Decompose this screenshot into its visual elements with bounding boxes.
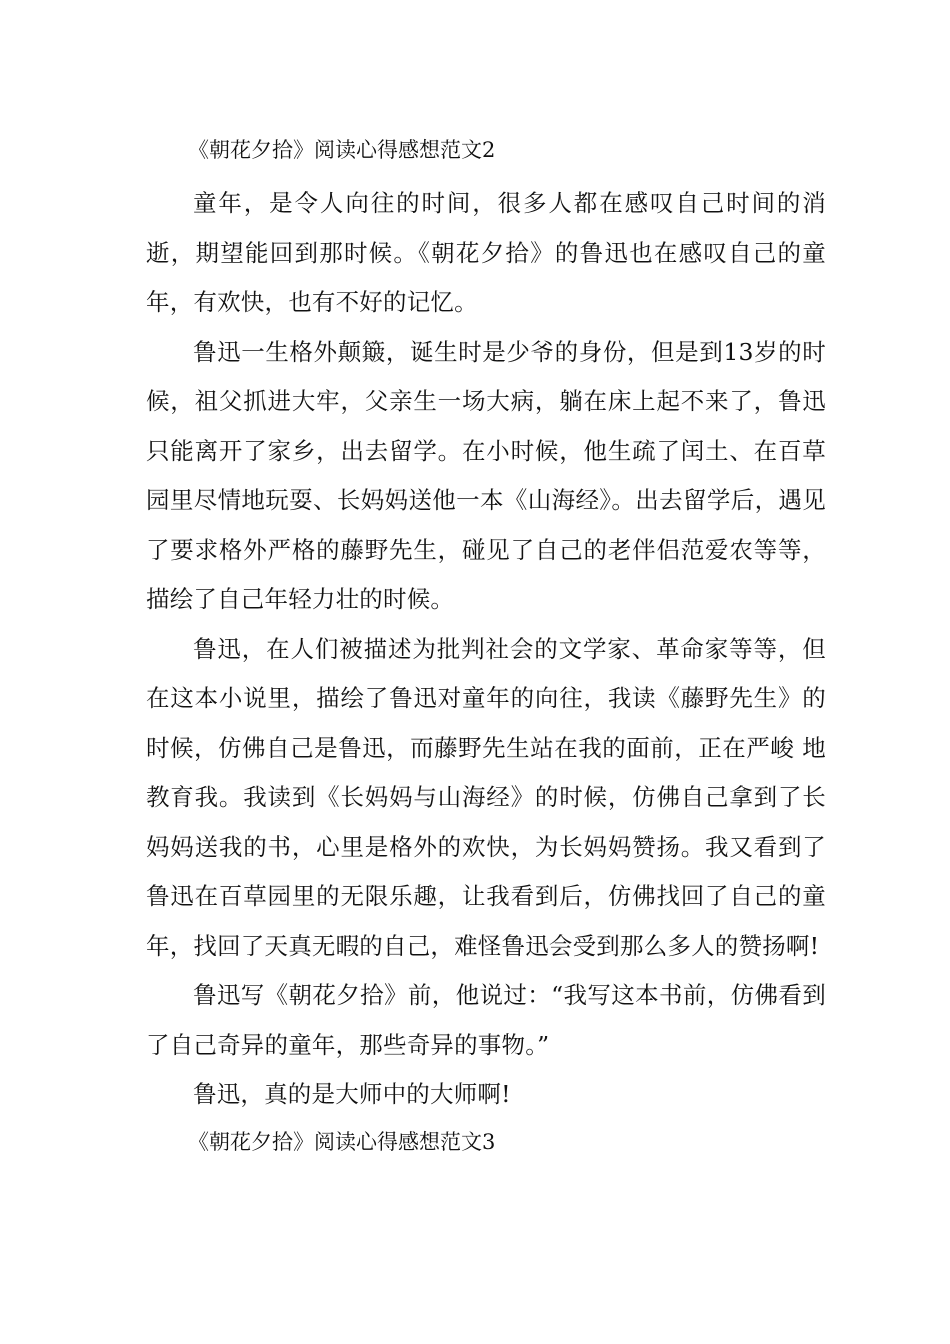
paragraph-3: 鲁迅，在人们被描述为批判社会的文学家、革命家等等，但在这本小说里，描绘了鲁迅对童年的向往，我读《藤野先生》的时候，仿佛自己是鲁迅，而藤野先生站在我的面前，正在严峻 地教育我。我读到《长妈妈与山海经》的时候，仿佛自己拿到了长妈妈送我的书，心里是格外的欢快，为长妈妈赞扬。我又看到了鲁迅在百草园里的无限乐趣，让我看到后，仿佛找回了自己的童年，找回了天真无暇的自己，难怪鲁迅会受到那么多人的赞扬啊! [146, 634, 826, 960]
paragraph-2: 鲁迅一生格外颠簸，诞生时是少爷的身份，但是到13岁的时候，祖父抓进大牢，父亲生一场大病，躺在床上起不来了，鲁迅只能离开了家乡，出去留学。在小时候，他生疏了闰土、在百草园里尽情地玩耍、长妈妈送他一本《山海经》。出去留学后，遇见了要求格外严格的藤野先生，碰见了自己的老伴侣范爱农等等，描绘了自己年轻力壮的时候。 [146, 337, 826, 613]
paragraph-4: 鲁迅写《朝花夕拾》前，他说过：“我写这本书前，仿佛看到了自己奇异的童年，那些奇异的事物。” [146, 981, 826, 1059]
paragraph-5: 鲁迅，真的是大师中的大师啊! [193, 1080, 511, 1108]
document-body [146, 134, 826, 1171]
section-heading-3: 《朝花夕拾》阅读心得感想范文3 [188, 1129, 496, 1154]
section-heading-2: 《朝花夕拾》阅读心得感想范文2 [188, 138, 496, 162]
paragraph-1: 童年，是令人向往的时间，很多人都在感叹自己时间的消逝，期望能回到那时候。《朝花夕拾》的鲁迅也在感叹自己的童年，有欢快，也有不好的记忆。 [146, 189, 826, 316]
